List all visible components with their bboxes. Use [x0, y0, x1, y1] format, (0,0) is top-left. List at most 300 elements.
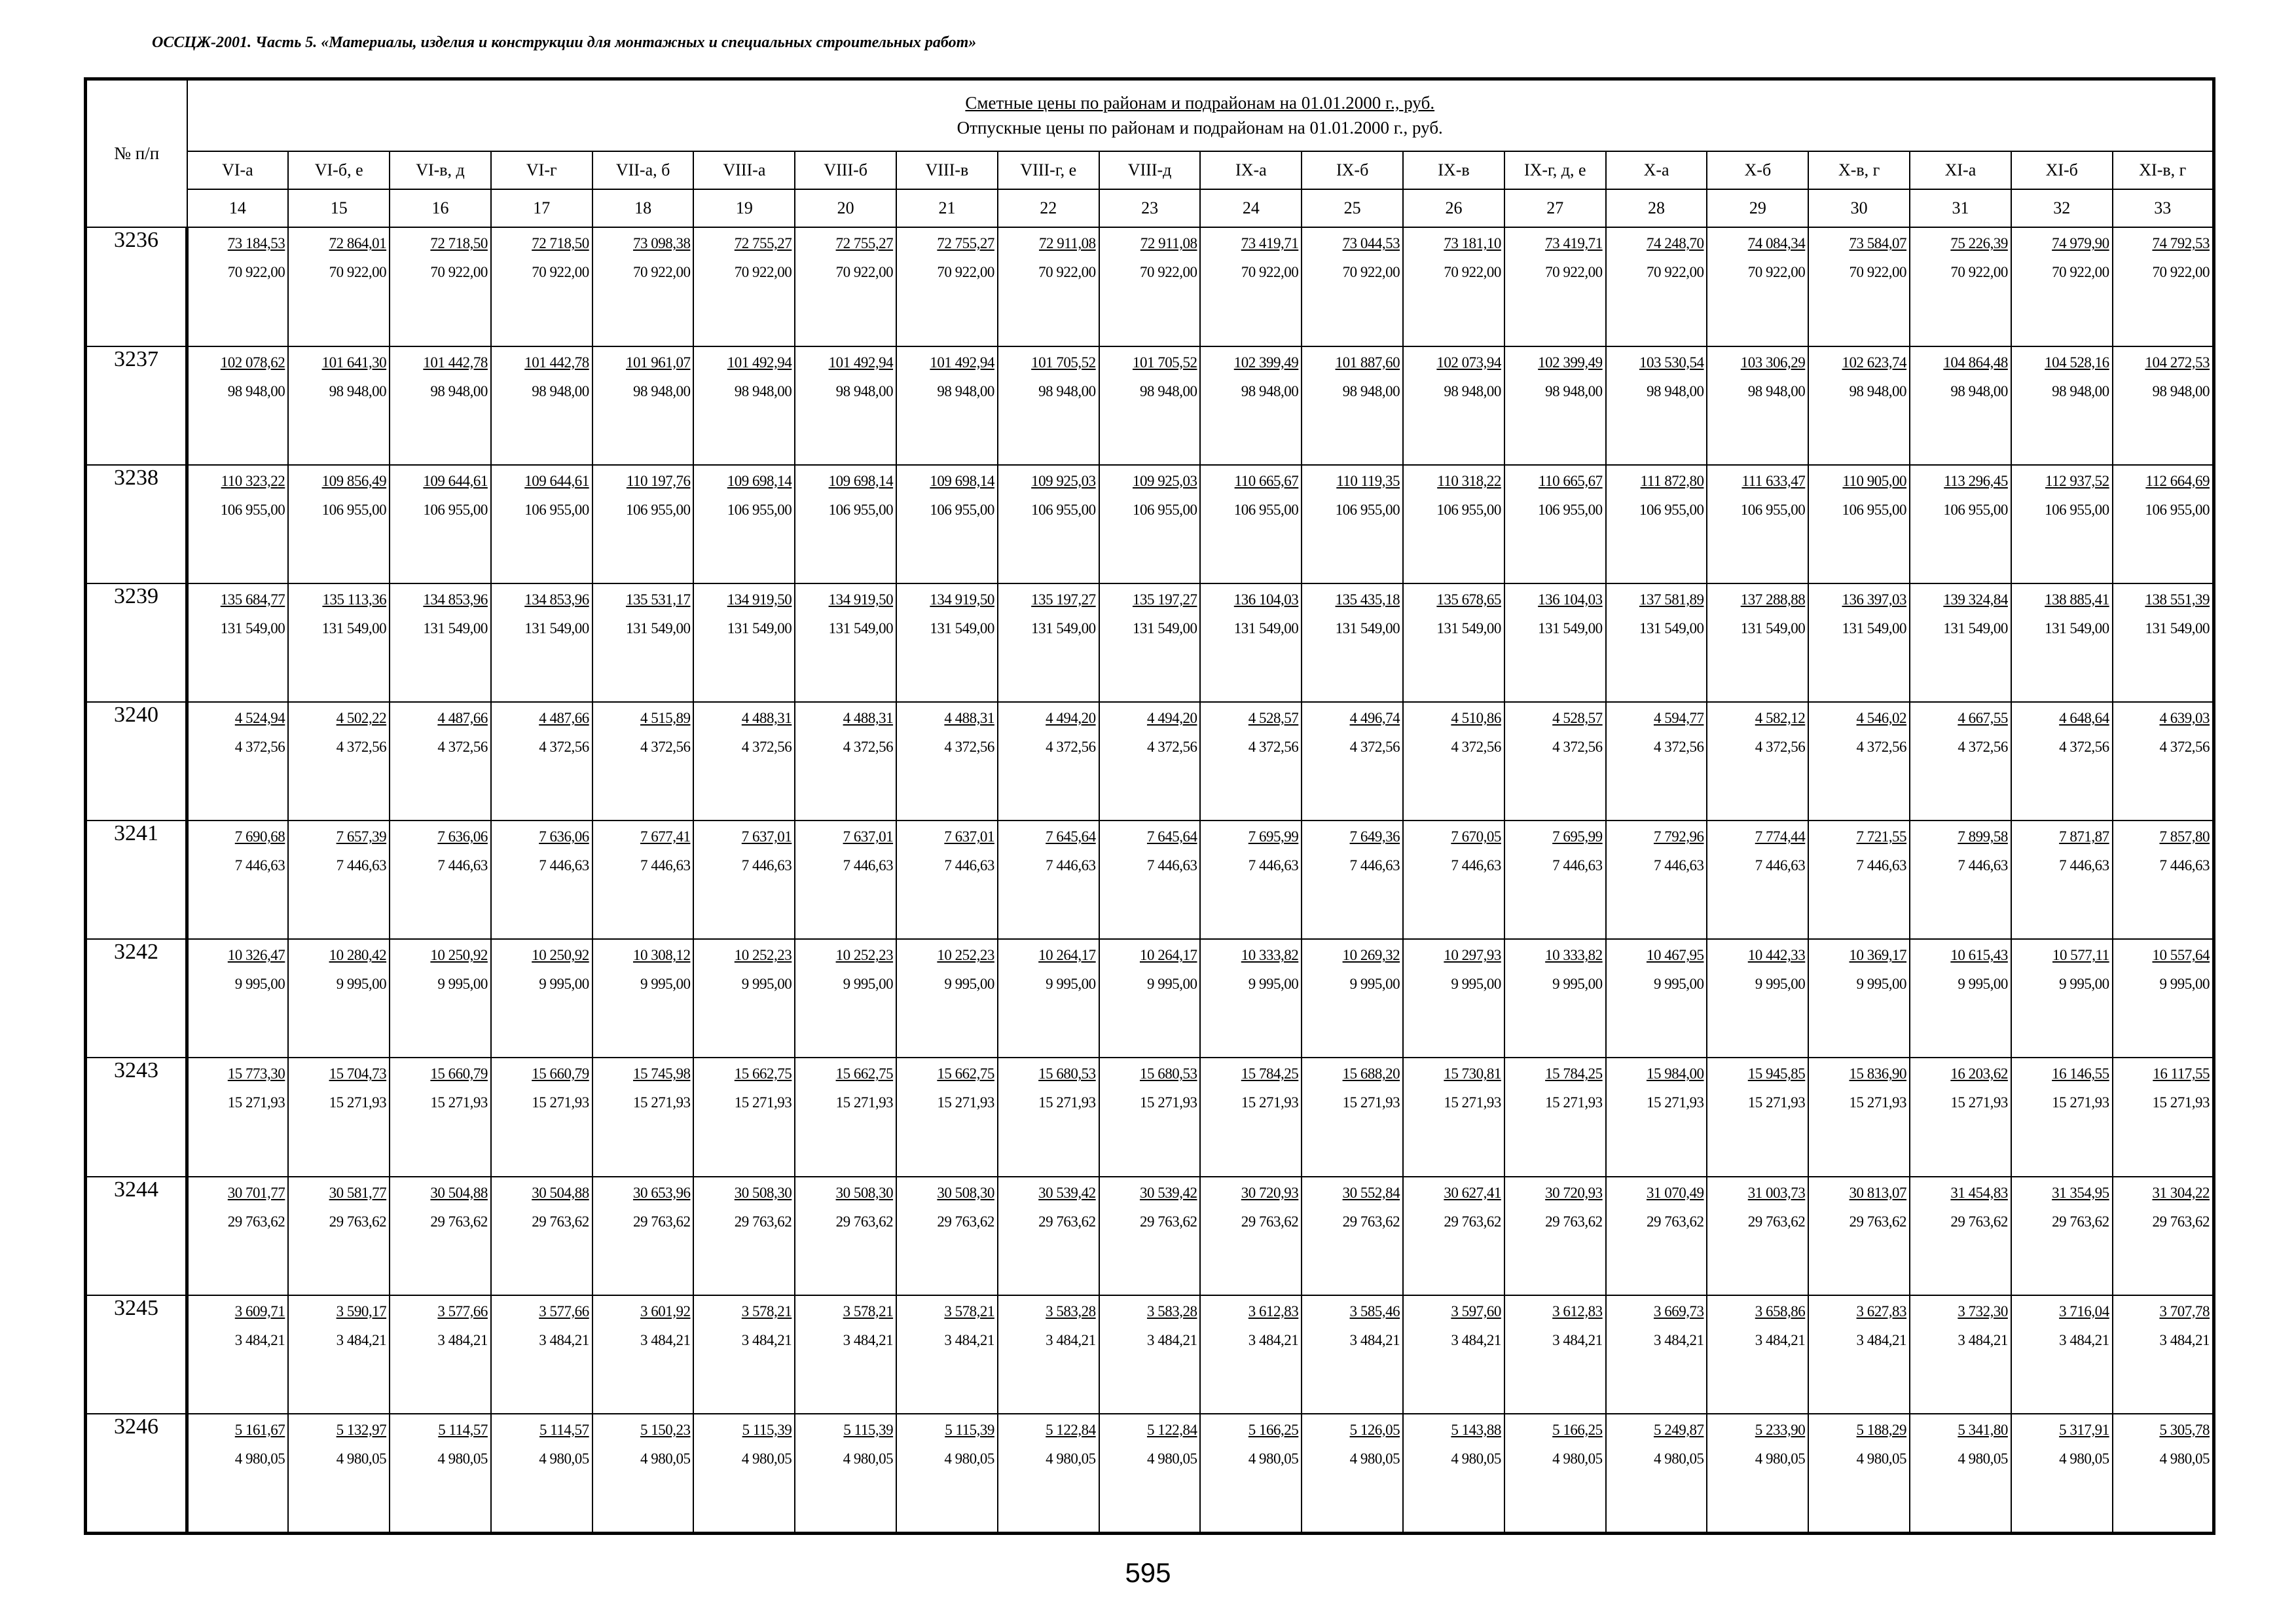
release-price: 3 484,21 [1856, 1331, 1907, 1348]
release-price: 7 446,63 [2059, 857, 2109, 874]
price-cell [1099, 702, 1201, 821]
table-row [86, 583, 2214, 702]
estimated-price: 109 698,14 [727, 472, 792, 489]
price-cell [693, 1177, 795, 1295]
price-cell [592, 346, 694, 465]
release-price: 15 271,93 [329, 1094, 387, 1111]
price-cell [1504, 583, 1606, 702]
release-price: 4 372,56 [1653, 738, 1704, 755]
price-cell [896, 583, 998, 702]
estimated-price: 31 354,95 [2052, 1184, 2109, 1201]
estimated-price: 4 494,20 [1046, 709, 1096, 726]
estimated-price: 5 305,78 [2159, 1421, 2210, 1438]
release-price: 98 948,00 [2152, 382, 2210, 399]
price-cell [592, 583, 694, 702]
release-price: 70 922,00 [1849, 264, 1907, 281]
price-cell [795, 346, 896, 465]
release-price: 98 948,00 [1241, 382, 1299, 399]
estimated-price: 5 166,25 [1552, 1421, 1603, 1438]
release-price: 70 922,00 [734, 264, 792, 281]
price-cell [2011, 583, 2113, 702]
price-cell [1910, 1177, 2011, 1295]
price-cell [1504, 465, 1606, 583]
estimated-price: 3 716,04 [2059, 1302, 2109, 1320]
release-price: 4 980,05 [1552, 1450, 1603, 1467]
estimated-price: 3 577,66 [539, 1302, 589, 1320]
price-cell [592, 702, 694, 821]
estimated-price: 7 695,99 [1552, 828, 1603, 845]
price-cell [1910, 1058, 2011, 1176]
price-cell [1910, 346, 2011, 465]
release-price: 7 446,63 [1856, 857, 1907, 874]
price-cell [795, 1177, 896, 1295]
estimated-price: 4 496,74 [1349, 709, 1400, 726]
release-price: 70 922,00 [632, 264, 691, 281]
release-price: 106 955,00 [1132, 501, 1197, 518]
release-price: 70 922,00 [1747, 264, 1806, 281]
release-price: 15 271,93 [1545, 1094, 1603, 1111]
release-price: 4 980,05 [741, 1450, 792, 1467]
release-price: 4 980,05 [1146, 1450, 1197, 1467]
estimated-price: 7 636,06 [437, 828, 488, 845]
estimated-price: 101 442,78 [423, 354, 488, 371]
release-price: 3 484,21 [1958, 1331, 2008, 1348]
estimated-price: 110 318,22 [1437, 472, 1501, 489]
price-cell [390, 939, 491, 1058]
column-number: 14 [187, 189, 289, 227]
estimated-price: 15 745,98 [632, 1065, 691, 1082]
column-number: 28 [1606, 189, 1707, 227]
release-price: 15 271,93 [532, 1094, 589, 1111]
table-row [86, 1295, 2214, 1414]
release-price: 98 948,00 [227, 382, 285, 399]
price-cell [998, 1295, 1099, 1414]
release-price: 9 995,00 [741, 976, 792, 993]
estimated-price: 102 399,49 [1538, 354, 1603, 371]
estimated-price: 5 150,23 [640, 1421, 691, 1438]
estimated-price: 4 515,89 [640, 709, 691, 726]
release-price: 7 446,63 [944, 857, 994, 874]
release-price: 70 922,00 [937, 264, 994, 281]
price-cell [1606, 702, 1707, 821]
release-price: 131 549,00 [2145, 619, 2210, 637]
price-cell [187, 1058, 289, 1176]
release-price: 98 948,00 [1444, 382, 1501, 399]
price-cell [1808, 702, 1910, 821]
price-cell [896, 1177, 998, 1295]
estimated-price: 110 665,67 [1234, 472, 1299, 489]
estimated-price: 73 098,38 [632, 235, 691, 252]
price-cell [1808, 1177, 1910, 1295]
column-number: 32 [2011, 189, 2113, 227]
price-cell [1099, 583, 1201, 702]
estimated-price: 15 984,00 [1646, 1065, 1704, 1082]
estimated-price: 10 252,23 [835, 947, 894, 964]
release-price: 3 484,21 [2159, 1331, 2210, 1348]
release-price: 4 372,56 [1349, 738, 1400, 755]
table-row [86, 702, 2214, 821]
release-price: 106 955,00 [321, 501, 387, 518]
price-cell [2011, 821, 2113, 939]
estimated-price: 30 539,42 [1038, 1184, 1096, 1201]
estimated-price: 15 680,53 [1038, 1065, 1096, 1082]
estimated-price: 3 578,21 [944, 1302, 994, 1320]
release-price: 3 484,21 [1755, 1331, 1806, 1348]
release-price: 9 995,00 [843, 976, 894, 993]
release-price: 15 271,93 [227, 1094, 285, 1111]
estimated-price: 10 280,42 [329, 947, 387, 964]
table-caption-row [86, 79, 2214, 151]
release-price: 15 271,93 [632, 1094, 691, 1111]
price-cell [1200, 1414, 1302, 1534]
estimated-price: 73 419,71 [1241, 235, 1299, 252]
estimated-price: 4 488,31 [944, 709, 994, 726]
release-price: 4 980,05 [1856, 1450, 1907, 1467]
release-price: 3 484,21 [1451, 1331, 1501, 1348]
estimated-price: 101 641,30 [321, 354, 387, 371]
estimated-price: 104 528,16 [2045, 354, 2109, 371]
estimated-price: 30 813,07 [1849, 1184, 1907, 1201]
column-number: 31 [1910, 189, 2011, 227]
release-price: 15 271,93 [430, 1094, 488, 1111]
price-cell [491, 1295, 592, 1414]
estimated-price: 136 104,03 [1538, 591, 1603, 608]
price-cell [998, 1414, 1099, 1534]
release-price: 106 955,00 [1031, 501, 1096, 518]
estimated-price: 30 508,30 [937, 1184, 994, 1201]
release-price: 9 995,00 [1958, 976, 2008, 993]
estimated-price: 5 115,39 [742, 1421, 792, 1438]
column-number: 26 [1403, 189, 1504, 227]
release-price: 131 549,00 [1233, 619, 1299, 637]
estimated-price: 73 184,53 [227, 235, 285, 252]
estimated-price: 138 551,39 [2145, 591, 2210, 608]
release-price: 4 372,56 [843, 738, 894, 755]
estimated-price: 10 369,17 [1849, 947, 1907, 964]
price-cell [1910, 227, 2011, 346]
price-cell [1200, 702, 1302, 821]
num-column-header: № п/п [86, 79, 187, 228]
price-cell [2113, 702, 2214, 821]
table-row [86, 346, 2214, 465]
price-cell [1302, 583, 1403, 702]
price-cell [795, 702, 896, 821]
price-cell [896, 1414, 998, 1534]
estimated-price: 30 720,93 [1545, 1184, 1603, 1201]
release-price: 29 763,62 [2052, 1213, 2109, 1230]
estimated-price: 4 487,66 [437, 709, 488, 726]
estimated-price: 75 226,39 [1950, 235, 2008, 252]
region-names-row [86, 151, 2214, 189]
estimated-price: 3 658,86 [1755, 1302, 1806, 1320]
estimated-price: 134 853,96 [423, 591, 488, 608]
estimated-price: 102 399,49 [1233, 354, 1299, 371]
release-price: 131 549,00 [524, 619, 589, 637]
price-cell [1099, 1177, 1201, 1295]
price-cell [1302, 1177, 1403, 1295]
estimated-price: 7 649,36 [1349, 828, 1400, 845]
price-cell [288, 1414, 390, 1534]
caption-release-prices: Отпускные цены по районам и подрайонам на 01.01.2000 г., руб. [957, 118, 1443, 138]
price-cell [1808, 346, 1910, 465]
price-cell [896, 821, 998, 939]
column-number: 29 [1707, 189, 1808, 227]
price-cell [390, 1414, 491, 1534]
release-price: 29 763,62 [227, 1213, 285, 1230]
table-row [86, 939, 2214, 1058]
price-cell [1910, 939, 2011, 1058]
release-price: 15 271,93 [734, 1094, 792, 1111]
region-column-header: VIII-г, е [998, 151, 1099, 189]
price-cell [1910, 465, 2011, 583]
column-number: 23 [1099, 189, 1201, 227]
release-price: 29 763,62 [1342, 1213, 1400, 1230]
estimated-price: 135 684,77 [220, 591, 285, 608]
price-cell [1403, 465, 1504, 583]
price-cell [2113, 1414, 2214, 1534]
release-price: 29 763,62 [329, 1213, 387, 1230]
release-price: 9 995,00 [1046, 976, 1096, 993]
price-cell [1099, 1295, 1201, 1414]
price-cell [592, 1058, 694, 1176]
price-cell [288, 346, 390, 465]
release-price: 29 763,62 [1241, 1213, 1299, 1230]
estimated-price: 31 070,49 [1646, 1184, 1704, 1201]
estimated-price: 10 250,92 [430, 947, 488, 964]
price-cell [1707, 1295, 1808, 1414]
estimated-price: 5 122,84 [1046, 1421, 1096, 1438]
estimated-price: 111 872,80 [1640, 472, 1704, 489]
release-price: 98 948,00 [835, 382, 894, 399]
release-price: 15 271,93 [2052, 1094, 2109, 1111]
estimated-price: 15 660,79 [430, 1065, 488, 1082]
price-cell [390, 1058, 491, 1176]
estimated-price: 74 792,53 [2152, 235, 2210, 252]
price-cell [1302, 702, 1403, 821]
price-cell [795, 821, 896, 939]
estimated-price: 7 636,06 [539, 828, 589, 845]
estimated-price: 3 609,71 [234, 1302, 285, 1320]
release-price: 131 549,00 [2045, 619, 2109, 637]
estimated-price: 16 203,62 [1950, 1065, 2008, 1082]
price-cell [288, 1058, 390, 1176]
release-price: 29 763,62 [1139, 1213, 1197, 1230]
estimated-price: 5 114,57 [539, 1421, 589, 1438]
release-price: 106 955,00 [2145, 501, 2210, 518]
estimated-price: 3 585,46 [1349, 1302, 1400, 1320]
release-price: 106 955,00 [2045, 501, 2109, 518]
estimated-price: 30 504,88 [430, 1184, 488, 1201]
estimated-price: 5 188,29 [1856, 1421, 1907, 1438]
estimated-price: 15 945,85 [1747, 1065, 1806, 1082]
region-column-header: XI-б [2011, 151, 2113, 189]
estimated-price: 109 644,61 [524, 472, 589, 489]
release-price: 7 446,63 [234, 857, 285, 874]
release-price: 9 995,00 [2059, 976, 2109, 993]
estimated-price: 10 250,92 [532, 947, 589, 964]
release-price: 9 995,00 [1552, 976, 1603, 993]
release-price: 70 922,00 [227, 264, 285, 281]
release-price: 3 484,21 [336, 1331, 387, 1348]
estimated-price: 7 695,99 [1248, 828, 1299, 845]
price-cell [1099, 465, 1201, 583]
release-price: 7 446,63 [1349, 857, 1400, 874]
price-cell [896, 1295, 998, 1414]
price-cell [1707, 583, 1808, 702]
estimated-price: 10 615,43 [1950, 947, 2008, 964]
price-cell [1504, 1295, 1606, 1414]
release-price: 131 549,00 [1740, 619, 1806, 637]
estimated-price: 10 557,64 [2152, 947, 2210, 964]
release-price: 4 372,56 [336, 738, 387, 755]
release-price: 15 271,93 [1139, 1094, 1197, 1111]
price-cell [896, 346, 998, 465]
price-cell [1302, 821, 1403, 939]
release-price: 131 549,00 [1538, 619, 1603, 637]
release-price: 131 549,00 [1335, 619, 1400, 637]
release-price: 4 372,56 [2059, 738, 2109, 755]
price-cell [1606, 346, 1707, 465]
release-price: 4 980,05 [1958, 1450, 2008, 1467]
release-price: 70 922,00 [835, 264, 894, 281]
estimated-price: 31 003,73 [1747, 1184, 1806, 1201]
row-number: 3246 [86, 1414, 187, 1534]
estimated-price: 5 132,97 [336, 1421, 387, 1438]
price-cell [1910, 702, 2011, 821]
price-cell [896, 227, 998, 346]
estimated-price: 109 698,14 [930, 472, 994, 489]
estimated-price: 113 296,45 [1944, 472, 2008, 489]
release-price: 70 922,00 [532, 264, 589, 281]
estimated-price: 3 612,83 [1248, 1302, 1299, 1320]
price-cell [187, 227, 289, 346]
estimated-price: 15 704,73 [329, 1065, 387, 1082]
estimated-price: 15 688,20 [1342, 1065, 1400, 1082]
estimated-price: 134 853,96 [524, 591, 589, 608]
estimated-price: 74 979,90 [2052, 235, 2109, 252]
release-price: 4 372,56 [1248, 738, 1299, 755]
estimated-price: 5 143,88 [1451, 1421, 1501, 1438]
price-cell [1606, 1414, 1707, 1534]
price-cell [1707, 1177, 1808, 1295]
price-cell [693, 939, 795, 1058]
estimated-price: 73 181,10 [1444, 235, 1501, 252]
column-number: 19 [693, 189, 795, 227]
price-cell [390, 702, 491, 821]
release-price: 7 446,63 [1248, 857, 1299, 874]
estimated-price: 7 721,55 [1856, 828, 1907, 845]
release-price: 131 549,00 [1943, 619, 2008, 637]
price-cell [187, 465, 289, 583]
release-price: 106 955,00 [625, 501, 691, 518]
estimated-price: 7 857,80 [2159, 828, 2210, 845]
estimated-price: 4 510,86 [1451, 709, 1501, 726]
release-price: 4 372,56 [437, 738, 488, 755]
release-price: 106 955,00 [524, 501, 589, 518]
release-price: 29 763,62 [430, 1213, 488, 1230]
release-price: 15 271,93 [1241, 1094, 1299, 1111]
row-number: 3238 [86, 465, 187, 583]
release-price: 15 271,93 [1038, 1094, 1096, 1111]
table-row [86, 1414, 2214, 1534]
price-cell [693, 227, 795, 346]
price-cell [592, 1295, 694, 1414]
estimated-price: 10 333,82 [1545, 947, 1603, 964]
price-cell [592, 227, 694, 346]
estimated-price: 73 584,07 [1849, 235, 1907, 252]
column-numbers-row [86, 189, 2214, 227]
price-cell [491, 821, 592, 939]
column-number: 15 [288, 189, 390, 227]
estimated-price: 109 925,03 [1031, 472, 1096, 489]
release-price: 106 955,00 [1233, 501, 1299, 518]
release-price: 3 484,21 [843, 1331, 894, 1348]
price-cell [693, 583, 795, 702]
estimated-price: 5 114,57 [438, 1421, 488, 1438]
release-price: 131 549,00 [1842, 619, 1907, 637]
release-price: 4 372,56 [640, 738, 691, 755]
row-number: 3243 [86, 1058, 187, 1176]
region-column-header: VIII-в [896, 151, 998, 189]
release-price: 70 922,00 [1241, 264, 1299, 281]
estimated-price: 72 718,50 [430, 235, 488, 252]
estimated-price: 110 323,22 [221, 472, 285, 489]
estimated-price: 72 864,01 [329, 235, 387, 252]
price-cell [288, 1295, 390, 1414]
price-cell [1808, 465, 1910, 583]
price-cell [1504, 821, 1606, 939]
price-cell [2113, 1177, 2214, 1295]
table-row [86, 227, 2214, 346]
estimated-price: 5 122,84 [1146, 1421, 1197, 1438]
estimated-price: 3 732,30 [1958, 1302, 2008, 1320]
price-cell [1606, 1058, 1707, 1176]
price-cell [1403, 346, 1504, 465]
price-cell [1099, 1058, 1201, 1176]
release-price: 98 948,00 [1646, 382, 1704, 399]
price-cell [1504, 1058, 1606, 1176]
estimated-price: 7 657,39 [336, 828, 387, 845]
region-column-header: X-б [1707, 151, 1808, 189]
price-cell [1403, 1177, 1504, 1295]
release-price: 9 995,00 [944, 976, 994, 993]
price-cell [1403, 1058, 1504, 1176]
region-column-header: IX-а [1200, 151, 1302, 189]
region-column-header: X-в, г [1808, 151, 1910, 189]
price-cell [998, 583, 1099, 702]
estimated-price: 5 115,39 [945, 1421, 994, 1438]
price-cell [390, 227, 491, 346]
region-column-header: VI-в, д [390, 151, 491, 189]
estimated-price: 74 084,34 [1747, 235, 1806, 252]
release-price: 4 980,05 [1248, 1450, 1299, 1467]
price-cell [795, 583, 896, 702]
price-cell [1808, 821, 1910, 939]
estimated-price: 30 504,88 [532, 1184, 589, 1201]
price-cell [1707, 702, 1808, 821]
estimated-price: 4 528,57 [1552, 709, 1603, 726]
estimated-price: 7 677,41 [640, 828, 691, 845]
release-price: 4 980,05 [2159, 1450, 2210, 1467]
estimated-price: 101 887,60 [1335, 354, 1400, 371]
estimated-price: 10 264,17 [1139, 947, 1197, 964]
estimated-price: 136 397,03 [1842, 591, 1907, 608]
release-price: 15 271,93 [1849, 1094, 1907, 1111]
price-cell [491, 702, 592, 821]
release-price: 3 484,21 [944, 1331, 994, 1348]
price-cell [288, 939, 390, 1058]
estimated-price: 4 487,66 [539, 709, 589, 726]
